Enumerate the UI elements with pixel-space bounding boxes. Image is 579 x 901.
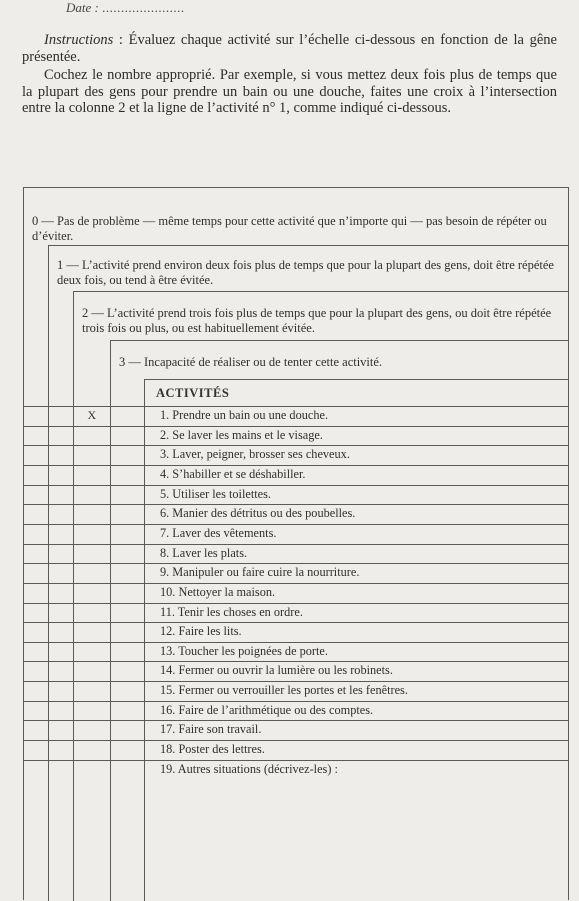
rating-form [23, 187, 569, 900]
step-line-1 [48, 245, 569, 246]
rating-cell-1[interactable] [48, 504, 73, 523]
scale-level-3: 3 — Incapacité de réaliser ou de tenter cette activité. [119, 355, 383, 369]
activity-label: 13. Toucher les poignées de porte. [160, 643, 328, 658]
table-row [24, 661, 570, 680]
rating-cell-1[interactable] [48, 485, 73, 504]
table-row [24, 544, 570, 563]
step-line-4 [144, 379, 569, 380]
scale-level-0: 0 — Pas de problème — même temps pour cette activité que n’importe qui — pas besoin de répéter ou d’éviter. [32, 214, 547, 243]
rating-cell-3[interactable] [110, 485, 144, 504]
rating-cell-0[interactable] [24, 603, 48, 622]
rating-cell-0[interactable] [24, 740, 48, 759]
rating-cell-1[interactable] [48, 760, 73, 779]
activity-label: 15. Fermer ou verrouiller les portes et les fenêtres. [160, 683, 408, 698]
rating-cell-2[interactable] [73, 544, 110, 563]
rating-cell-3[interactable] [110, 661, 144, 680]
rating-cell-3[interactable] [110, 760, 144, 779]
rating-cell-0[interactable] [24, 661, 48, 680]
rating-cell-3[interactable] [110, 681, 144, 700]
instructions-label: Instructions [44, 32, 114, 48]
rating-cell-1[interactable] [48, 701, 73, 720]
scale-level-2: 2 — L’activité prend trois fois plus de temps que pour la plupart des gens, ou doit être répétée trois fois ou plus, ou est habituellement évitée. [82, 306, 552, 335]
rating-cell-3[interactable] [110, 740, 144, 759]
rating-cell-0[interactable] [24, 563, 48, 582]
activity-label: 14. Fermer ou ouvrir la lumière ou les robinets. [160, 663, 393, 678]
activity-label: 19. Autres situations (décrivez-les) : [160, 761, 338, 776]
rating-cell-2[interactable] [73, 504, 110, 523]
rating-cell-2[interactable] [73, 681, 110, 700]
table-row [24, 504, 570, 523]
rating-cell-2[interactable] [73, 426, 110, 445]
rating-cell-2[interactable] [73, 465, 110, 484]
rating-cell-3[interactable] [110, 465, 144, 484]
rating-cell-2[interactable] [73, 642, 110, 661]
activity-label: 18. Poster des lettres. [160, 742, 265, 757]
activity-label: 12. Faire les lits. [160, 624, 242, 639]
rating-cell-2[interactable] [73, 583, 110, 602]
rating-cell-1[interactable] [48, 740, 73, 759]
rating-cell-2[interactable] [73, 720, 110, 739]
rating-cell-2[interactable] [73, 701, 110, 720]
activities-heading: ACTIVITÉS [156, 386, 230, 400]
rating-cell-0[interactable] [24, 701, 48, 720]
table-row [24, 563, 570, 582]
table-row [24, 603, 570, 622]
activity-label: 6. Manier des détritus ou des poubelles. [160, 506, 356, 521]
rating-cell-3[interactable] [110, 642, 144, 661]
rating-cell-0[interactable] [24, 720, 48, 739]
date-field[interactable]: ...................... [102, 0, 185, 15]
rating-cell-3[interactable] [110, 583, 144, 602]
rating-cell-1[interactable] [48, 544, 73, 563]
rating-cell-1[interactable] [48, 465, 73, 484]
rating-cell-0[interactable] [24, 544, 48, 563]
table-row [24, 465, 570, 484]
rating-cell-3[interactable] [110, 426, 144, 445]
instructions-paragraph [22, 32, 557, 65]
table-row [24, 760, 570, 779]
activity-label: 11. Tenir les choses en ordre. [160, 604, 303, 619]
step-line-3 [110, 340, 569, 341]
rating-cell-1[interactable] [48, 426, 73, 445]
rating-cell-0[interactable] [24, 465, 48, 484]
rating-cell-3[interactable] [110, 603, 144, 622]
activity-label: 7. Laver des vêtements. [160, 525, 277, 540]
instructions-text: : Évaluez chaque activité sur l’échelle ci-dessous en fonction de la gêne présentée. [22, 32, 557, 65]
rating-cell-0[interactable] [24, 485, 48, 504]
table-row [24, 701, 570, 720]
rating-cell-0[interactable] [24, 583, 48, 602]
example-paragraph [22, 67, 557, 117]
activity-label: 5. Utiliser les toilettes. [160, 486, 271, 501]
activity-label: 17. Faire son travail. [160, 722, 262, 737]
example-text: Cochez le nombre approprié. Par exemple, si vous mettez deux fois plus de temps que la plupart des gens pour prendre un bain ou une douche, faites une croix à l’intersection entre la colonne 2 et la ligne de l’activité n° 1, comme indiqué ci-dessous. [22, 67, 557, 116]
rating-cell-3[interactable] [110, 701, 144, 720]
activity-label: 10. Nettoyer la maison. [160, 584, 276, 599]
date-line [66, 0, 185, 16]
rating-cell-0[interactable] [24, 426, 48, 445]
rating-cell-2[interactable] [73, 524, 110, 543]
rating-cell-0[interactable] [24, 681, 48, 700]
rating-cell-3[interactable] [110, 720, 144, 739]
rating-cell-2[interactable] [73, 603, 110, 622]
rating-cell-3[interactable] [110, 406, 144, 425]
rating-cell-0[interactable] [24, 524, 48, 543]
rating-cell-1[interactable] [48, 681, 73, 700]
rating-cell-1[interactable] [48, 563, 73, 582]
rating-cell-1[interactable] [48, 661, 73, 680]
rating-cell-1[interactable] [48, 642, 73, 661]
rating-cell-0[interactable] [24, 504, 48, 523]
rating-cell-2[interactable] [73, 485, 110, 504]
table-row [24, 426, 570, 445]
rating-cell-0[interactable] [24, 445, 48, 464]
rating-cell-3[interactable] [110, 563, 144, 582]
table-row [24, 445, 570, 464]
scale-level-1: 1 — L’activité prend environ deux fois plus de temps que pour la plupart des gens, doit être répétée deux fois, ou tend à être évitée. [57, 258, 554, 287]
table-row [24, 524, 570, 543]
rating-cell-2[interactable] [73, 445, 110, 464]
rating-cell-3[interactable] [110, 622, 144, 641]
table-row [24, 583, 570, 602]
rating-cell-2[interactable] [73, 760, 110, 779]
activity-label: 8. Laver les plats. [160, 545, 248, 560]
activity-label: 3. Laver, peigner, brosser ses cheveux. [160, 447, 350, 462]
rating-cell-1[interactable] [48, 406, 73, 425]
rating-cell-1[interactable] [48, 603, 73, 622]
rating-cell-1[interactable] [48, 583, 73, 602]
activity-label: 9. Manipuler ou faire cuire la nourriture. [160, 565, 360, 580]
rating-cell-3[interactable] [110, 524, 144, 543]
activity-label: 16. Faire de l’arithmétique ou des comptes. [160, 702, 374, 717]
table-row [24, 681, 570, 700]
rating-cell-2[interactable] [73, 622, 110, 641]
rating-cell-3[interactable] [110, 504, 144, 523]
rating-cell-0[interactable] [24, 760, 48, 779]
rating-cell-2[interactable] [73, 740, 110, 759]
activity-label: 1. Prendre un bain ou une douche. [160, 408, 329, 422]
rating-cell-1[interactable] [48, 445, 73, 464]
table-row [24, 642, 570, 661]
rating-cell-1[interactable] [48, 524, 73, 543]
table-row [24, 720, 570, 739]
rating-cell-2[interactable] [73, 661, 110, 680]
rating-cell-1[interactable] [48, 622, 73, 641]
table-row [24, 485, 570, 504]
activity-label: 2. Se laver les mains et le visage. [160, 427, 323, 442]
rating-cell-3[interactable] [110, 445, 144, 464]
rating-cell-3[interactable] [110, 544, 144, 563]
check-mark: X [87, 408, 97, 422]
rating-cell-2[interactable] [73, 406, 110, 425]
table-row [24, 406, 570, 425]
rating-cell-0[interactable] [24, 622, 48, 641]
date-label: Date : [66, 0, 99, 15]
rating-cell-1[interactable] [48, 720, 73, 739]
rating-cell-0[interactable] [24, 406, 48, 425]
rating-cell-2[interactable] [73, 563, 110, 582]
step-line-2 [73, 291, 569, 292]
activity-label: 4. S’habiller et se déshabiller. [160, 466, 306, 481]
rating-cell-0[interactable] [24, 642, 48, 661]
table-row [24, 622, 570, 641]
table-row [24, 740, 570, 759]
